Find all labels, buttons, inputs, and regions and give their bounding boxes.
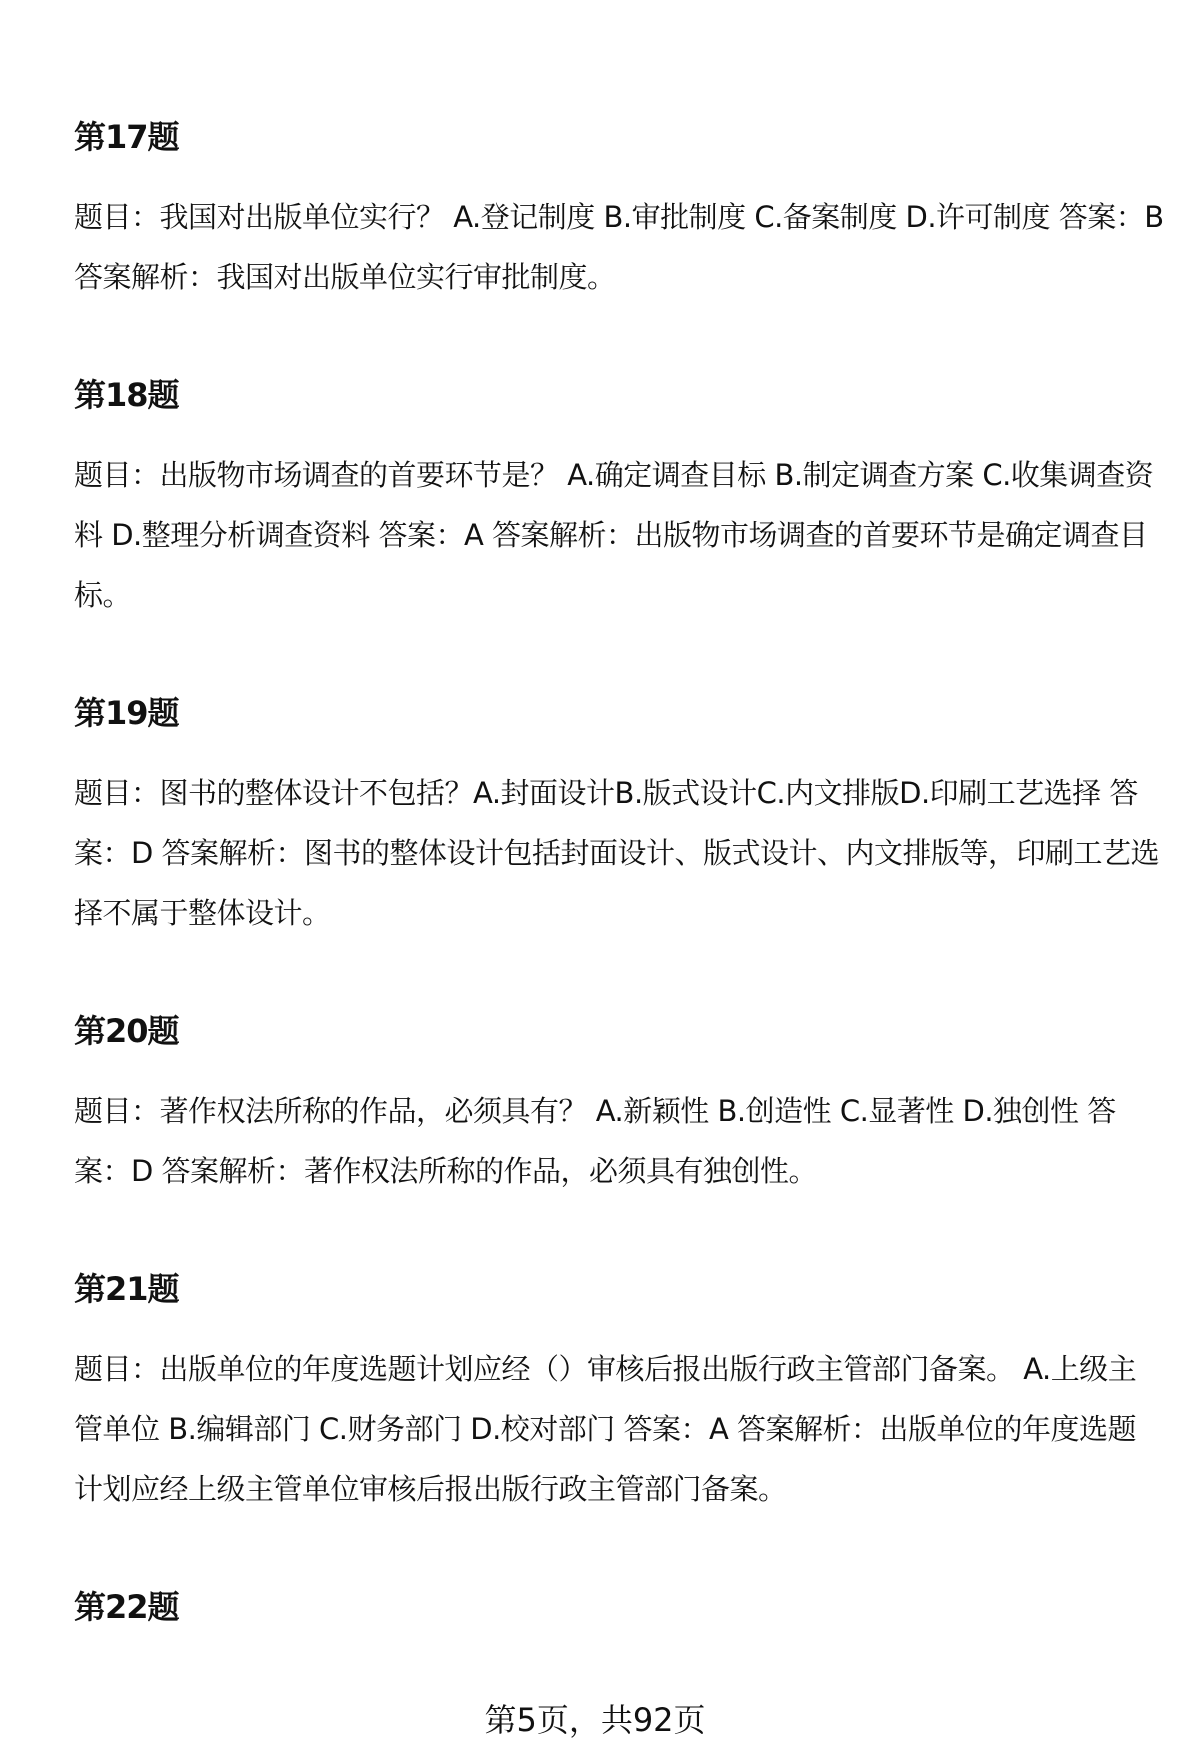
- question-body: 题目：出版物市场调查的首要环节是？ A.确定调查目标 B.制定调查方案 C.收集调查资料 D.整理分析调查资料 答案：A 答案解析：出版物市场调查的首要环节是确定调查目标。: [74, 458, 1154, 612]
- question-heading: 第21题: [74, 1270, 179, 1308]
- question-heading: 第22题: [74, 1588, 179, 1626]
- question-heading: 第18题: [74, 376, 179, 414]
- question-body: 题目：图书的整体设计不包括？A.封面设计B.版式设计C.内文排版D.印刷工艺选择 答案：D 答案解析：图书的整体设计包括封面设计、版式设计、内文排版等，印刷工艺选择不属于整体设计。: [74, 776, 1160, 930]
- question-22: [74, 1587, 1164, 1627]
- question-body: 题目：著作权法所称的作品，必须具有？ A.新颖性 B.创造性 C.显著性 D.独创性 答案：D 答案解析：著作权法所称的作品，必须具有独创性。: [74, 1094, 1116, 1188]
- question-heading: 第17题: [74, 118, 179, 156]
- question-heading: 第19题: [74, 694, 179, 732]
- question-body: 题目：我国对出版单位实行？ A.登记制度 B.审批制度 C.备案制度 D.许可制度 答案：B 答案解析：我国对出版单位实行审批制度。: [74, 200, 1164, 294]
- question-19: [74, 693, 1164, 930]
- question-body: 题目：出版单位的年度选题计划应经（）审核后报出版行政主管部门备案。 A.上级主管单位 B.编辑部门 C.财务部门 D.校对部门 答案：A 答案解析：出版单位的年度选题计划应经上级主管单位审核后报出版行政主管部门备案。: [74, 1352, 1137, 1506]
- question-heading: 第20题: [74, 1012, 179, 1050]
- question-21: [74, 1269, 1164, 1506]
- question-17: [74, 117, 1164, 294]
- page-number-footer: 第5页，共92页: [484, 1701, 706, 1739]
- question-18: [74, 375, 1164, 612]
- question-20: [74, 1011, 1164, 1188]
